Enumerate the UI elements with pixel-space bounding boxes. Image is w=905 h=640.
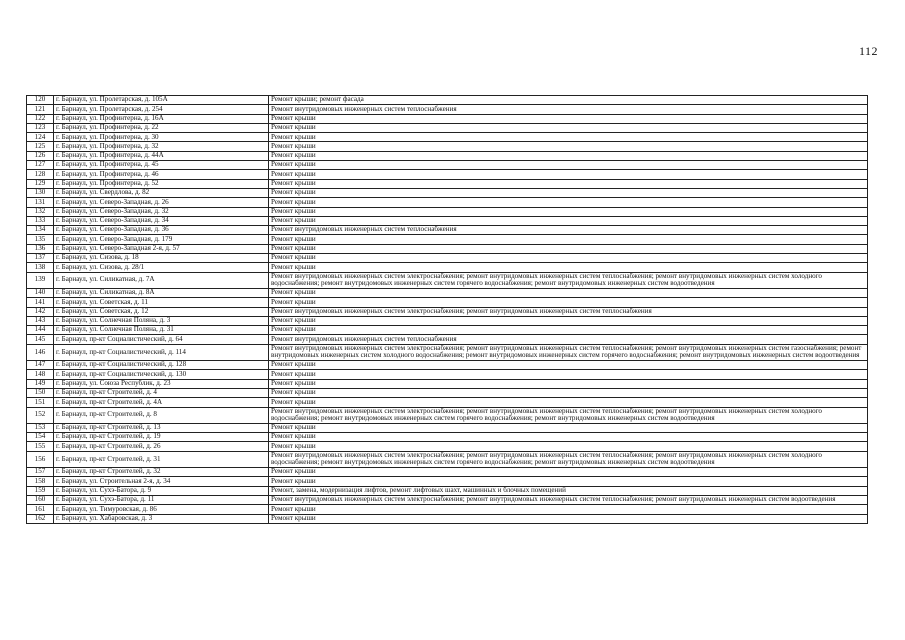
address-cell: г. Барнаул, ул. Солнечная Поляна, д. 31 <box>54 326 269 335</box>
address-cell: г. Барнаул, пр-кт Социалистический, д. 114 <box>54 344 269 360</box>
work-type-cell: Ремонт крыши <box>269 442 868 451</box>
address-cell: г. Барнаул, ул. Сухэ-Батора, д. 11 <box>54 495 269 504</box>
table-row <box>27 96 868 105</box>
work-type-cell: Ремонт внутридомовых инженерных систем электроснабжения; ремонт внутридомовых инженерных систем теплоснабжения; ремонт внутридомовых инженерных систем холодного водоснабжения; ремонт внутридомовых инженерных систем горячего водоснабжения; ремонт внутридомовых инженерных систем водоотведения <box>269 451 868 467</box>
table-row <box>27 335 868 344</box>
address-cell: г. Барнаул, ул. Профинтерна, д. 45 <box>54 161 269 170</box>
address-cell: г. Барнаул, ул. Северо-Западная, д. 36 <box>54 226 269 235</box>
address-cell: г. Барнаул, ул. Пролетарская, д. 105А <box>54 96 269 105</box>
work-type-cell: Ремонт крыши <box>269 133 868 142</box>
row-number-cell: 137 <box>27 254 54 263</box>
table-row <box>27 442 868 451</box>
table-row <box>27 216 868 225</box>
address-cell: г. Барнаул, ул. Силикатная, д. 8А <box>54 288 269 297</box>
row-number-cell: 162 <box>27 514 54 523</box>
work-type-cell: Ремонт, замена, модернизация лифтов, ремонт лифтовых шахт, машинных и блочных помещений <box>269 486 868 495</box>
work-type-cell: Ремонт крыши <box>269 216 868 225</box>
address-cell: г. Барнаул, ул. Хабаровская, д. 3 <box>54 514 269 523</box>
address-cell: г. Барнаул, пр-кт Строителей, д. 32 <box>54 468 269 477</box>
address-cell: г. Барнаул, ул. Сухэ-Батора, д. 9 <box>54 486 269 495</box>
work-type-cell: Ремонт крыши <box>269 514 868 523</box>
table-row <box>27 272 868 288</box>
row-number-cell: 144 <box>27 326 54 335</box>
work-type-cell: Ремонт крыши <box>269 398 868 407</box>
table-row <box>27 254 868 263</box>
table-row <box>27 105 868 114</box>
address-cell: г. Барнаул, ул. Свердлова, д. 82 <box>54 188 269 197</box>
table-row <box>27 486 868 495</box>
row-number-cell: 141 <box>27 298 54 307</box>
table-row <box>27 477 868 486</box>
row-number-cell: 124 <box>27 133 54 142</box>
table-row <box>27 179 868 188</box>
row-number-cell: 150 <box>27 388 54 397</box>
table-row <box>27 133 868 142</box>
table-row <box>27 307 868 316</box>
work-type-cell: Ремонт внутридомовых инженерных систем электроснабжения; ремонт внутридомовых инженерных систем теплоснабжения <box>269 307 868 316</box>
row-number-cell: 122 <box>27 114 54 123</box>
address-cell: г. Барнаул, ул. Тимуровская, д. 86 <box>54 505 269 514</box>
work-type-cell: Ремонт крыши <box>269 298 868 307</box>
table-row <box>27 244 868 253</box>
table-row <box>27 388 868 397</box>
work-type-cell: Ремонт внутридомовых инженерных систем теплоснабжения <box>269 105 868 114</box>
table-row <box>27 288 868 297</box>
row-number-cell: 126 <box>27 151 54 160</box>
row-number-cell: 149 <box>27 379 54 388</box>
table-row <box>27 170 868 179</box>
work-type-cell: Ремонт внутридомовых инженерных систем электроснабжения; ремонт внутридомовых инженерных систем теплоснабжения; ремонт внутридомовых инженерных систем холодного водоснабжения; ремонт внутридомовых инженерных систем горячего водоснабжения; ремонт внутридомовых инженерных систем водоотведения <box>269 272 868 288</box>
row-number-cell: 136 <box>27 244 54 253</box>
work-type-cell: Ремонт крыши <box>269 388 868 397</box>
address-cell: г. Барнаул, ул. Профинтерна, д. 30 <box>54 133 269 142</box>
work-type-cell: Ремонт крыши <box>269 505 868 514</box>
address-cell: г. Барнаул, ул. Строительная 2-я, д. 34 <box>54 477 269 486</box>
row-number-cell: 130 <box>27 188 54 197</box>
address-cell: г. Барнаул, ул. Северо-Западная, д. 26 <box>54 198 269 207</box>
work-type-cell: Ремонт крыши <box>269 235 868 244</box>
table-row <box>27 151 868 160</box>
row-number-cell: 129 <box>27 179 54 188</box>
row-number-cell: 146 <box>27 344 54 360</box>
table-row <box>27 161 868 170</box>
work-type-cell: Ремонт крыши <box>269 263 868 272</box>
row-number-cell: 135 <box>27 235 54 244</box>
address-cell: г. Барнаул, ул. Северо-Западная, д. 32 <box>54 207 269 216</box>
row-number-cell: 123 <box>27 123 54 132</box>
work-type-cell: Ремонт крыши <box>269 188 868 197</box>
address-cell: г. Барнаул, ул. Профинтерна, д. 44А <box>54 151 269 160</box>
table-row <box>27 235 868 244</box>
address-cell: г. Барнаул, ул. Силикатная, д. 7А <box>54 272 269 288</box>
work-type-cell: Ремонт крыши <box>269 468 868 477</box>
work-type-cell: Ремонт крыши <box>269 142 868 151</box>
row-number-cell: 139 <box>27 272 54 288</box>
table-row <box>27 514 868 523</box>
address-cell: г. Барнаул, пр-кт Строителей, д. 19 <box>54 433 269 442</box>
work-type-cell: Ремонт крыши <box>269 379 868 388</box>
address-cell: г. Барнаул, ул. Северо-Западная 2-я, д. 57 <box>54 244 269 253</box>
row-number-cell: 161 <box>27 505 54 514</box>
row-number-cell: 138 <box>27 263 54 272</box>
row-number-cell: 151 <box>27 398 54 407</box>
table-row <box>27 361 868 370</box>
table-row <box>27 370 868 379</box>
row-number-cell: 145 <box>27 335 54 344</box>
work-type-cell: Ремонт крыши <box>269 370 868 379</box>
table-row <box>27 198 868 207</box>
work-type-cell: Ремонт крыши <box>269 123 868 132</box>
table-row <box>27 379 868 388</box>
row-number-cell: 154 <box>27 433 54 442</box>
row-number-cell: 121 <box>27 105 54 114</box>
row-number-cell: 125 <box>27 142 54 151</box>
work-type-cell: Ремонт внутридомовых инженерных систем теплоснабжения <box>269 335 868 344</box>
table-row <box>27 123 868 132</box>
address-cell: г. Барнаул, ул. Профинтерна, д. 22 <box>54 123 269 132</box>
address-cell: г. Барнаул, пр-кт Социалистический, д. 130 <box>54 370 269 379</box>
row-number-cell: 131 <box>27 198 54 207</box>
work-type-cell: Ремонт крыши; ремонт фасада <box>269 96 868 105</box>
table-row <box>27 433 868 442</box>
row-number-cell: 158 <box>27 477 54 486</box>
address-cell: г. Барнаул, ул. Северо-Западная, д. 179 <box>54 235 269 244</box>
row-number-cell: 128 <box>27 170 54 179</box>
row-number-cell: 142 <box>27 307 54 316</box>
work-type-cell: Ремонт крыши <box>269 288 868 297</box>
work-type-cell: Ремонт крыши <box>269 114 868 123</box>
table-row <box>27 344 868 360</box>
work-type-cell: Ремонт крыши <box>269 170 868 179</box>
table-row <box>27 398 868 407</box>
work-type-cell: Ремонт крыши <box>269 326 868 335</box>
work-type-cell: Ремонт крыши <box>269 244 868 253</box>
work-type-cell: Ремонт внутридомовых инженерных систем электроснабжения; ремонт внутридомовых инженерных систем теплоснабжения; ремонт внутридомовых инженерных систем холодного водоснабжения; ремонт внутридомовых инженерных систем горячего водоснабжения; ремонт внутридомовых инженерных систем водоотведения <box>269 407 868 423</box>
row-number-cell: 153 <box>27 423 54 432</box>
address-cell: г. Барнаул, пр-кт Социалистический, д. 128 <box>54 361 269 370</box>
row-number-cell: 159 <box>27 486 54 495</box>
address-cell: г. Барнаул, пр-кт Социалистический, д. 64 <box>54 335 269 344</box>
table-row <box>27 142 868 151</box>
work-type-cell: Ремонт крыши <box>269 433 868 442</box>
work-type-cell: Ремонт внутридомовых инженерных систем теплоснабжения <box>269 226 868 235</box>
row-number-cell: 160 <box>27 495 54 504</box>
row-number-cell: 143 <box>27 316 54 325</box>
row-number-cell: 152 <box>27 407 54 423</box>
work-type-cell: Ремонт крыши <box>269 254 868 263</box>
work-type-cell: Ремонт крыши <box>269 423 868 432</box>
address-cell: г. Барнаул, ул. Союза Республик, д. 23 <box>54 379 269 388</box>
table-row <box>27 505 868 514</box>
table-row <box>27 188 868 197</box>
row-number-cell: 140 <box>27 288 54 297</box>
row-number-cell: 155 <box>27 442 54 451</box>
address-cell: г. Барнаул, ул. Профинтерна, д. 52 <box>54 179 269 188</box>
work-type-cell: Ремонт крыши <box>269 198 868 207</box>
work-type-cell: Ремонт крыши <box>269 207 868 216</box>
work-type-cell: Ремонт крыши <box>269 161 868 170</box>
address-cell: г. Барнаул, ул. Профинтерна, д. 46 <box>54 170 269 179</box>
address-cell: г. Барнаул, ул. Северо-Западная, д. 34 <box>54 216 269 225</box>
address-cell: г. Барнаул, пр-кт Строителей, д. 31 <box>54 451 269 467</box>
address-cell: г. Барнаул, пр-кт Строителей, д. 13 <box>54 423 269 432</box>
table-row <box>27 495 868 504</box>
table-body <box>27 96 868 524</box>
table-row <box>27 207 868 216</box>
work-type-cell: Ремонт крыши <box>269 151 868 160</box>
address-cell: г. Барнаул, пр-кт Строителей, д. 4А <box>54 398 269 407</box>
table-row <box>27 326 868 335</box>
address-cell: г. Барнаул, пр-кт Строителей, д. 8 <box>54 407 269 423</box>
row-number-cell: 156 <box>27 451 54 467</box>
table-row <box>27 423 868 432</box>
row-number-cell: 127 <box>27 161 54 170</box>
table-row <box>27 316 868 325</box>
table-row <box>27 114 868 123</box>
row-number-cell: 147 <box>27 361 54 370</box>
row-number-cell: 148 <box>27 370 54 379</box>
work-type-cell: Ремонт крыши <box>269 477 868 486</box>
work-type-cell: Ремонт внутридомовых инженерных систем электроснабжения; ремонт внутридомовых инженерных систем теплоснабжения; ремонт внутридомовых инженерных систем газоснабжения; ремонт внутридомовых инженерных систем холодного водоснабжения; ремонт внутридомовых инженерных систем горячего водоснабжения; ремонт внутридомовых инженерных систем водоотведения <box>269 344 868 360</box>
row-number-cell: 133 <box>27 216 54 225</box>
address-cell: г. Барнаул, ул. Сизова, д. 18 <box>54 254 269 263</box>
row-number-cell: 120 <box>27 96 54 105</box>
table-row <box>27 468 868 477</box>
work-type-cell: Ремонт крыши <box>269 316 868 325</box>
address-cell: г. Барнаул, ул. Сизова, д. 28/1 <box>54 263 269 272</box>
address-cell: г. Барнаул, ул. Советская, д. 12 <box>54 307 269 316</box>
table-row <box>27 298 868 307</box>
address-cell: г. Барнаул, пр-кт Строителей, д. 26 <box>54 442 269 451</box>
work-type-cell: Ремонт крыши <box>269 179 868 188</box>
row-number-cell: 132 <box>27 207 54 216</box>
address-cell: г. Барнаул, пр-кт Строителей, д. 4 <box>54 388 269 397</box>
page-number: 112 <box>859 44 879 58</box>
address-cell: г. Барнаул, ул. Пролетарская, д. 254 <box>54 105 269 114</box>
table-row <box>27 226 868 235</box>
address-cell: г. Барнаул, ул. Солнечная Поляна, д. 3 <box>54 316 269 325</box>
table-row <box>27 451 868 467</box>
work-type-cell: Ремонт крыши <box>269 361 868 370</box>
repair-table <box>26 95 868 524</box>
address-cell: г. Барнаул, ул. Советская, д. 11 <box>54 298 269 307</box>
address-cell: г. Барнаул, ул. Профинтерна, д. 16А <box>54 114 269 123</box>
row-number-cell: 157 <box>27 468 54 477</box>
row-number-cell: 134 <box>27 226 54 235</box>
address-cell: г. Барнаул, ул. Профинтерна, д. 32 <box>54 142 269 151</box>
table-row <box>27 407 868 423</box>
work-type-cell: Ремонт внутридомовых инженерных систем электроснабжения; ремонт внутридомовых инженерных систем теплоснабжения; ремонт внутридомовых инженерных систем водоотведения <box>269 495 868 504</box>
table-row <box>27 263 868 272</box>
